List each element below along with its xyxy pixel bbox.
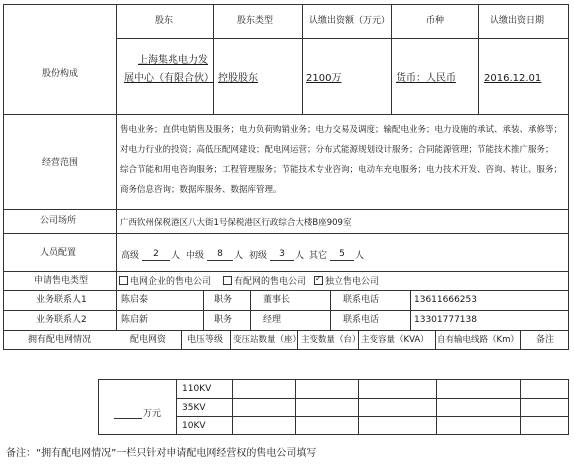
subscribed-amount-value: 2100万 (306, 73, 342, 84)
grid-header: 自有输电线路（Km） (437, 335, 519, 345)
grid-header: 配电网资 (130, 335, 167, 345)
subscription-date-value: 2016.12.01 (484, 73, 542, 84)
voltage-level: 110KV (182, 384, 212, 394)
currency-value: 货币：人民币 (396, 73, 456, 84)
contact-role: 经理 (263, 315, 282, 325)
unit-label: 人 (355, 251, 365, 261)
equity-structure-label: 股份构成 (42, 69, 79, 79)
grid-header: 变压站数量（座） (233, 335, 302, 345)
business-scope-line: 商务信息咨询；数据库服务、数据库管理。 (120, 185, 282, 195)
header-subscribed-amount: 认缴出资额（万元） (309, 16, 391, 26)
contact-name: 陈启泰 (121, 295, 149, 305)
unit-label: 人 (171, 251, 181, 261)
header-shareholder-type: 股东类型 (237, 16, 274, 26)
header-subscription-date: 认缴出资日期 (490, 16, 545, 26)
unit-label: 人 (234, 251, 244, 261)
business-scope-line: 综合节能和用电咨询服务；工程管理服务；节能技术专业咨询；电动车充电服务；电力技术开发、咨询、转让、服务； (120, 165, 563, 175)
address-value: 广西钦州保税港区八大街1号保税港区行政综合大楼B座909室 (120, 218, 352, 228)
company-type-option[interactable]: 有配网的售电公司 (223, 276, 306, 288)
shareholder-type-value: 控股股东 (218, 73, 258, 84)
contact-name: 陈启新 (121, 315, 149, 325)
contact-label: 业务联系人2 (36, 315, 87, 325)
unit-label: 人 (295, 251, 305, 261)
checkbox-icon[interactable] (223, 276, 232, 285)
grid-header: 电压等级 (187, 335, 224, 345)
voltage-level: 35KV (182, 403, 206, 413)
role-label: 职务 (214, 315, 233, 325)
grid-header: 主变数量（台） (301, 335, 361, 345)
business-scope-label: 经营范围 (42, 158, 79, 168)
header-currency: 币种 (426, 16, 445, 26)
business-scope-line: 售电业务；直供电销售及服务；电力负荷购销业务；电力交易及调度；输配电业务；电力设施的承试、承装、承修等； (120, 125, 563, 135)
grid-amount-blank[interactable] (114, 409, 142, 419)
role-label: 职务 (214, 295, 233, 305)
contact-phone: 13301777138 (414, 315, 477, 325)
grid-header: 主变容量（KVA） (361, 335, 429, 345)
grid-amount-unit: 万元 (143, 409, 162, 419)
contact-phone: 13611666253 (414, 295, 477, 305)
staffing-label: 人员配置 (40, 248, 77, 258)
mid-count: 8 (207, 249, 233, 261)
shareholder-name-line1: 上海集兆电力发 (138, 55, 208, 66)
phone-label: 联系电话 (343, 295, 380, 305)
junior-label: 初级 (249, 251, 268, 261)
footnote: 备注：“拥有配电网情况”一栏只针对申请配电网经营权的售电公司填写 (6, 448, 317, 459)
voltage-level: 10KV (182, 421, 206, 431)
shareholder-name-line2: 展中心（有限合伙） (124, 73, 214, 84)
senior-count: 2 (142, 249, 170, 261)
company-type-option[interactable]: 电网企业的售电公司 (119, 276, 211, 288)
company-type-option[interactable]: ✓ 独立售电公司 (314, 276, 379, 288)
checkbox-icon[interactable] (119, 276, 128, 285)
mid-label: 中级 (186, 251, 205, 261)
other-count: 5 (330, 249, 354, 261)
business-scope-line: 对电力行业的投资；高低压配网建设；配电网运营；分布式能源规划设计服务；合同能源管理；节能技术推广服务； (120, 145, 554, 155)
checked-checkbox-icon[interactable] (314, 276, 323, 285)
junior-count: 3 (270, 249, 294, 261)
grid-label: 拥有配电网情况 (28, 335, 92, 345)
company-type-label: 申请售电类型 (34, 276, 89, 286)
address-label: 公司场所 (40, 216, 77, 226)
phone-label: 联系电话 (343, 315, 380, 325)
contact-label: 业务联系人1 (36, 295, 87, 305)
header-shareholder: 股东 (155, 16, 174, 26)
grid-header: 备注 (536, 335, 555, 345)
contact-role: 董事长 (263, 295, 291, 305)
other-label: 其它 (309, 251, 328, 261)
senior-label: 高级 (121, 251, 140, 261)
